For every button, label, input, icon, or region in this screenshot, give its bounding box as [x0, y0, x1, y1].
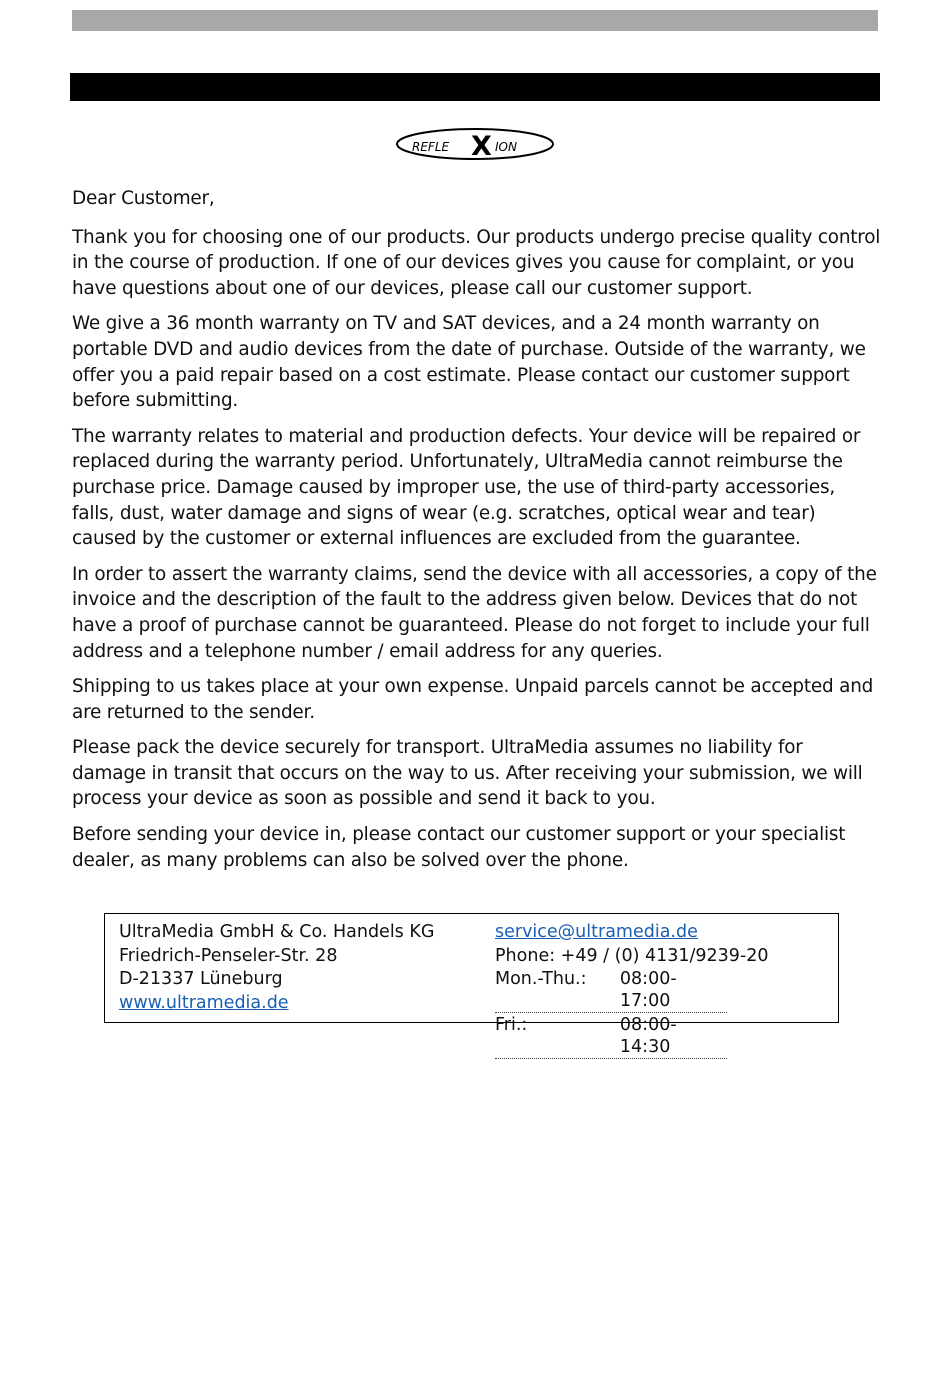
hours-days-label: Fri.: — [495, 1015, 528, 1035]
hours-time: 08:00-14:30 — [619, 1015, 677, 1057]
address-column — [119, 921, 434, 1015]
paragraph-claims: In order to assert the warranty claims, send the device with all accessories, a copy of the invoice and the description of the fault to the address given below. Devices that do not have a proof of purchase cannot be guaranteed. Please do not forget to include your full address and a telephone number / email address for any queries. — [72, 563, 877, 662]
hours-row-friday — [495, 1014, 727, 1059]
letter-body — [72, 186, 882, 883]
hours-days-label: Mon.-Thu.: — [495, 969, 587, 989]
paragraph-warranty-scope: The warranty relates to material and production defects. Your device will be repaired or replaced during the warranty period. Unfortunately, UltraMedia cannot reimburse the purchase price. Damage caused by improper use, the use of third-party accessories, falls, dust, water damage and signs of wear (e.g. scratches, optical wear and tear) caused by the customer or external influences are excluded from the guarantee. — [72, 425, 861, 550]
header-black-bar — [70, 73, 880, 101]
paragraph-shipping: Shipping to us takes place at your own expense. Unpaid parcels cannot be accepted and are returned to the sender. — [72, 676, 874, 723]
header-gray-bar — [72, 10, 878, 31]
svg-text:X: X — [471, 131, 492, 162]
company-name: UltraMedia GmbH & Co. Handels KG — [119, 922, 435, 942]
paragraph-intro: Thank you for choosing one of our products. Our products undergo precise quality control in the course of production. If one of our devices gives you cause for complaint, or you have questions about one of our devices, please call our customer support. — [72, 226, 881, 299]
support-column — [495, 921, 769, 1060]
hours-row-weekdays — [495, 968, 727, 1013]
city-address: D-21337 Lüneburg — [119, 969, 283, 989]
phone-number: Phone: +49 / (0) 4131/9239-20 — [495, 945, 769, 966]
greeting: Dear Customer, — [72, 188, 215, 209]
paragraph-warranty-period: We give a 36 month warranty on TV and SAT devices, and a 24 month warranty on portable DVD and audio devices from the date of purchase. Outside of the warranty, we offer you a paid repair based on a cost estimate. Please contact our customer support before submitting. — [72, 313, 866, 412]
svg-text:ION: ION — [495, 140, 517, 154]
hours-time: 08:00-17:00 — [619, 969, 677, 1011]
contact-box — [104, 913, 839, 1057]
svg-text:REFLE: REFLE — [412, 140, 450, 154]
reflexion-logo — [394, 124, 556, 164]
paragraph-packing: Please pack the device securely for transport. UltraMedia assumes no liability for damage in transit that occurs on the way to us. After receiving your submission, we will process your device as soon as possible and send it back to you. — [72, 737, 863, 810]
paragraph-contact-first: Before sending your device in, please contact our customer support or your specialist dealer, as many problems can also be solved over the phone. — [72, 824, 846, 871]
street-address: Friedrich-Penseler-Str. 28 — [119, 945, 338, 966]
email-link[interactable]: service@ultramedia.de — [495, 922, 698, 942]
website-link[interactable]: www.ultramedia.de — [119, 992, 289, 1013]
